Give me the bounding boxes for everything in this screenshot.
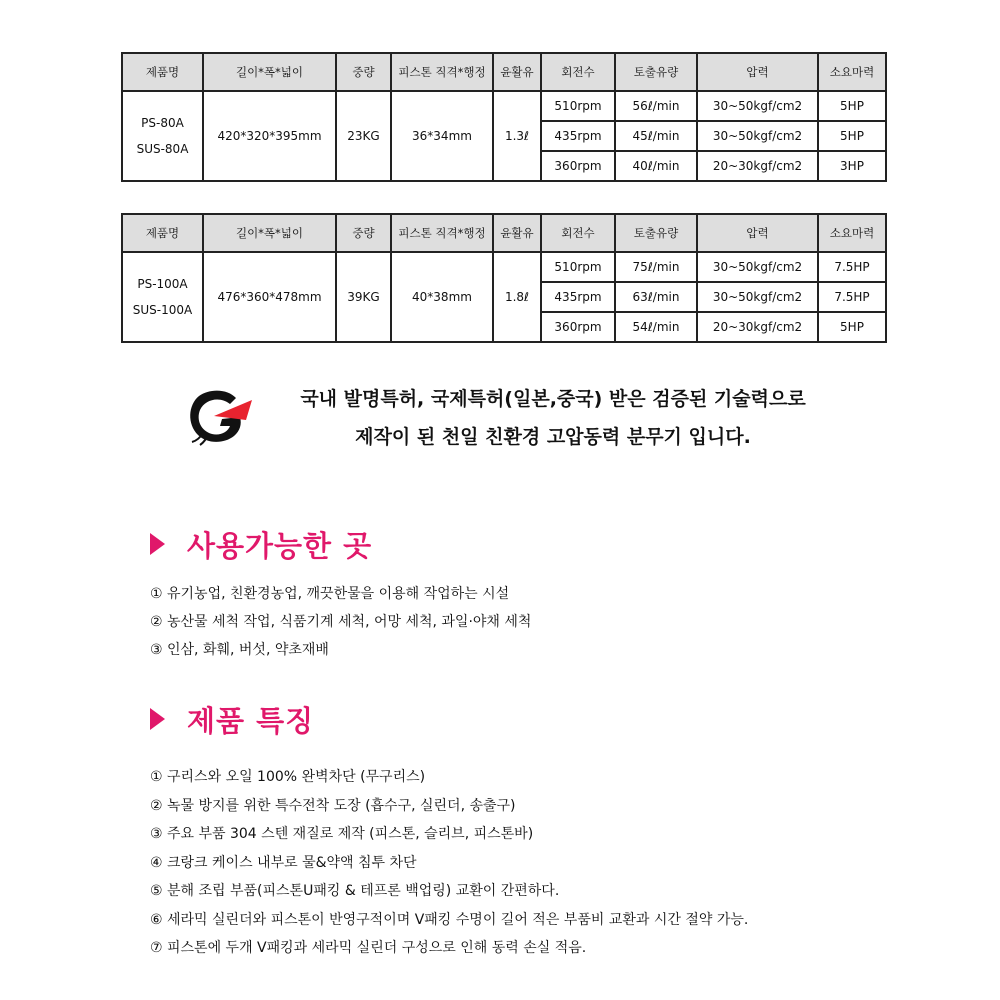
header-weight: 중량 (336, 53, 391, 91)
list-item: ① 유기농업, 친환경농업, 깨끗한물을 이용해 작업하는 시설 (150, 586, 510, 602)
rpm-value: 360rpm (541, 151, 615, 181)
header-rpm: 회전수 (541, 214, 615, 252)
model-name: PS-100A (137, 277, 188, 291)
list-item: ③ 주요 부품 304 스텐 재질로 제작 (피스톤, 슬리브, 피스톤바) (150, 826, 534, 842)
model-name: SUS-100A (132, 303, 193, 317)
power-value: 5HP (818, 312, 886, 342)
piston-value: 40*38mm (391, 252, 493, 342)
power-value: 7.5HP (818, 252, 886, 282)
flow-value: 54ℓ/min (615, 312, 697, 342)
list-item: ④ 크랑크 케이스 내부로 물&약액 침투 차단 (150, 854, 417, 871)
power-value: 7.5HP (818, 282, 886, 312)
header-lubricant: 윤활유 (493, 214, 541, 252)
pressure-value: 30~50kgf/cm2 (697, 252, 818, 282)
weight-value: 39KG (336, 252, 391, 342)
pressure-value: 30~50kgf/cm2 (697, 282, 818, 312)
features-title: 제품 특징 (187, 703, 315, 738)
spec-table-ps-80a (121, 52, 887, 182)
list-item: ⑦ 피스톤에 두개 V패킹과 세라믹 실린더 구성으로 인해 동력 손실 적음. (150, 940, 587, 956)
power-value: 5HP (818, 91, 886, 121)
pressure-value: 30~50kgf/cm2 (697, 91, 818, 121)
lubricant-value: 1.3ℓ (493, 91, 541, 181)
notice-text (258, 380, 848, 456)
flow-value: 40ℓ/min (615, 151, 697, 181)
features-section-heading (150, 699, 314, 739)
pressure-value: 30~50kgf/cm2 (697, 121, 818, 151)
notice-line: 국내 발명특허, 국제특허(일본,중국) 받은 검증된 기술력으로 (300, 388, 806, 410)
lubricant-value: 1.8ℓ (493, 252, 541, 342)
play-arrow-icon (150, 533, 165, 555)
pressure-value: 20~30kgf/cm2 (697, 312, 818, 342)
header-lubricant: 윤활유 (493, 53, 541, 91)
spec-table-ps-100a (121, 213, 887, 343)
rpm-value: 435rpm (541, 282, 615, 312)
rpm-value: 510rpm (541, 91, 615, 121)
header-flow: 토출유량 (615, 214, 697, 252)
spec-header-row (122, 214, 886, 252)
spec-row (122, 252, 886, 282)
weight-value: 23KG (336, 91, 391, 181)
header-rpm: 회전수 (541, 53, 615, 91)
features-list (150, 763, 748, 963)
list-item: ① 구리스와 오일 100% 완벽차단 (무구리스) (150, 769, 426, 785)
notice-line: 제작이 된 천일 친환경 고압동력 분무기 입니다. (355, 426, 751, 448)
power-value: 5HP (818, 121, 886, 151)
brand-logo-icon (184, 386, 254, 446)
list-item: ② 녹물 방지를 위한 특수전착 도장 (흡수구, 실린더, 송출구) (150, 797, 516, 814)
dimensions-value: 476*360*478mm (203, 252, 336, 342)
header-weight: 중량 (336, 214, 391, 252)
list-item: ② 농산물 세척 작업, 식품기계 세척, 어망 세척, 과일·야채 세척 (150, 614, 532, 630)
flow-value: 75ℓ/min (615, 252, 697, 282)
uses-list (150, 580, 531, 664)
header-power: 소요마력 (818, 53, 886, 91)
flow-value: 63ℓ/min (615, 282, 697, 312)
dimensions-value: 420*320*395mm (203, 91, 336, 181)
uses-title: 사용가능한 곳 (187, 528, 373, 563)
flow-value: 45ℓ/min (615, 121, 697, 151)
header-flow: 토출유량 (615, 53, 697, 91)
list-item: ③ 인삼, 화훼, 버섯, 약초재배 (150, 642, 329, 658)
list-item: ⑥ 세라믹 실린더와 피스톤이 반영구적이며 V패킹 수명이 길어 적은 부품비 교환과 시간 절약 가능. (150, 911, 749, 928)
pressure-value: 20~30kgf/cm2 (697, 151, 818, 181)
spec-header-row (122, 53, 886, 91)
rpm-value: 435rpm (541, 121, 615, 151)
play-arrow-icon (150, 708, 165, 730)
header-dimensions: 길이*폭*넓이 (203, 214, 336, 252)
model-name-cell (122, 91, 203, 181)
model-name: PS-80A (141, 116, 184, 130)
uses-section-heading (150, 524, 372, 564)
flow-value: 56ℓ/min (615, 91, 697, 121)
header-model: 제품명 (122, 53, 203, 91)
header-piston: 피스톤 직격*행정 (391, 214, 493, 252)
certification-notice (0, 380, 1000, 460)
header-pressure: 압력 (697, 214, 818, 252)
header-piston: 피스톤 직격*행정 (391, 53, 493, 91)
rpm-value: 510rpm (541, 252, 615, 282)
model-name: SUS-80A (136, 142, 189, 156)
list-item: ⑤ 분해 조립 부품(피스톤U패킹 & 테프론 백업링) 교환이 간편하다. (150, 883, 560, 899)
model-name-cell (122, 252, 203, 342)
header-model: 제품명 (122, 214, 203, 252)
spec-row (122, 91, 886, 121)
header-power: 소요마력 (818, 214, 886, 252)
power-value: 3HP (818, 151, 886, 181)
piston-value: 36*34mm (391, 91, 493, 181)
rpm-value: 360rpm (541, 312, 615, 342)
header-dimensions: 길이*폭*넓이 (203, 53, 336, 91)
header-pressure: 압력 (697, 53, 818, 91)
